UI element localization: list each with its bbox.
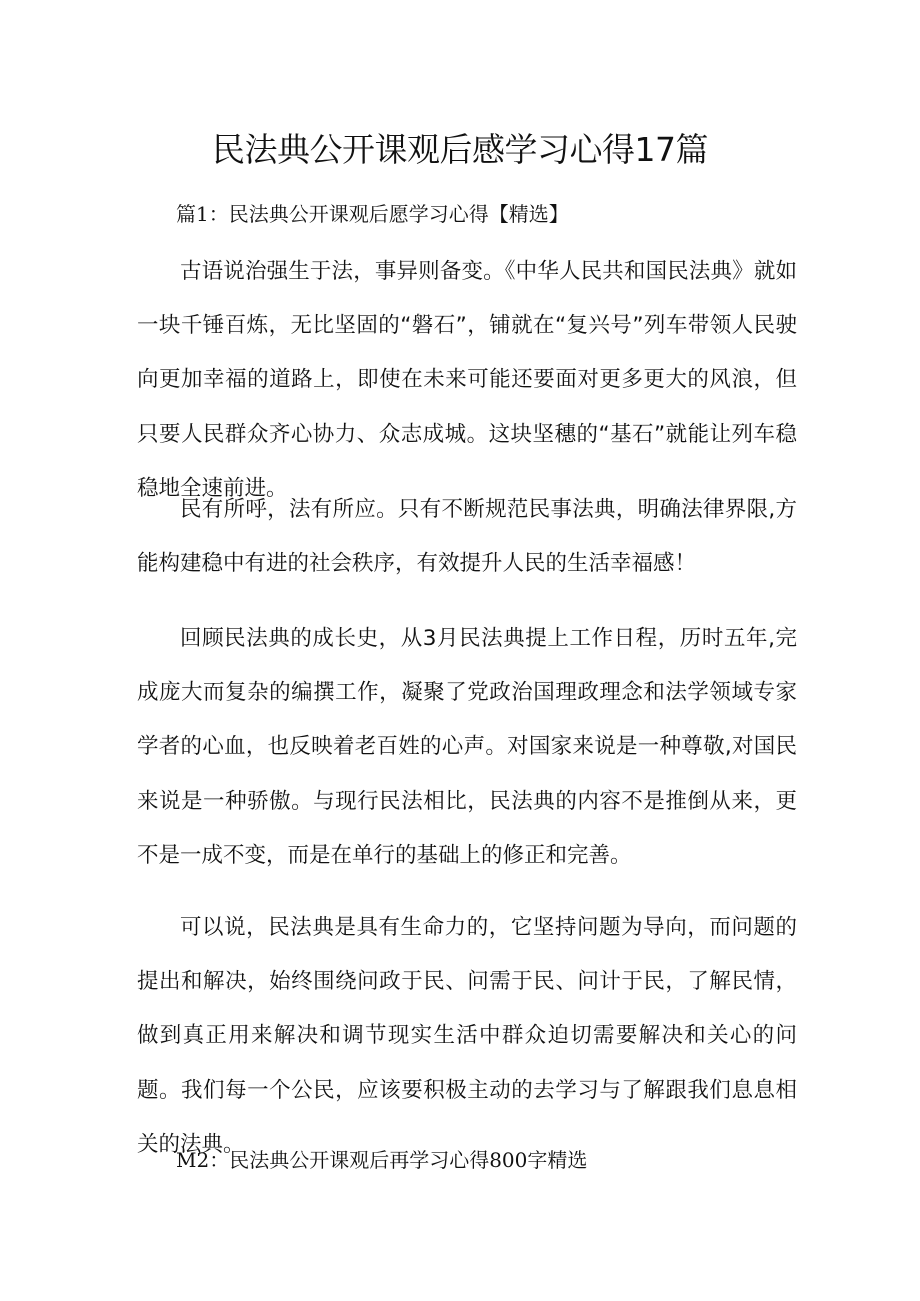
section-heading-2: M2：民法典公开课观后再学习心得800字精选 (176, 1148, 588, 1172)
paragraph-1: 古语说治强生于法，事异则备变。《中华人民共和国民法典》就如一块千锤百炼，无比坚固的“磐石”，铺就在“复兴号”列车带领人民驶向更加幸福的道路上，即使在未来可能还要面对更多更大的风浪，但只要人民群众齐心协力、众志成城。这块坚穗的“基石”就能让列车稳稳地全速前进。 (137, 259, 797, 501)
document-title: 民法典公开课观后感学习心得17篇 (212, 130, 708, 169)
paragraph-4: 可以说，民法典是具有生命力的，它坚持问题为导向，而问题的提出和解决，始终围绕问政于民、问需于民、问计于民，了解民情，做到真正用来解决和调节现实生活中群众迫切需要解决和关心的问题。我们每一个公民，应该要积极主动的去学习与了解跟我们息息相关的法典。 (137, 915, 797, 1157)
section-heading-1: 篇1：民法典公开课观后愿学习心得【精选】 (176, 202, 569, 226)
paragraph-2: 民有所呼，法有所应。只有不断规范民事法典，明确法律界限,方能构建稳中有进的社会秩序，有效提升人民的生活幸福感！ (137, 497, 797, 577)
paragraph-3: 回顾民法典的成长史，从3月民法典提上工作日程，历时五年,完成庞大而复杂的编撰工作，凝聚了党政治国理政理念和法学领域专家学者的心血，也反映着老百姓的心声。对国家来说是一种尊敬,对国民来说是一种骄傲。与现行民法相比，民法典的内容不是推倒从来，更不是一成不变，而是在单行的基础上的修正和完善。 (137, 626, 797, 868)
